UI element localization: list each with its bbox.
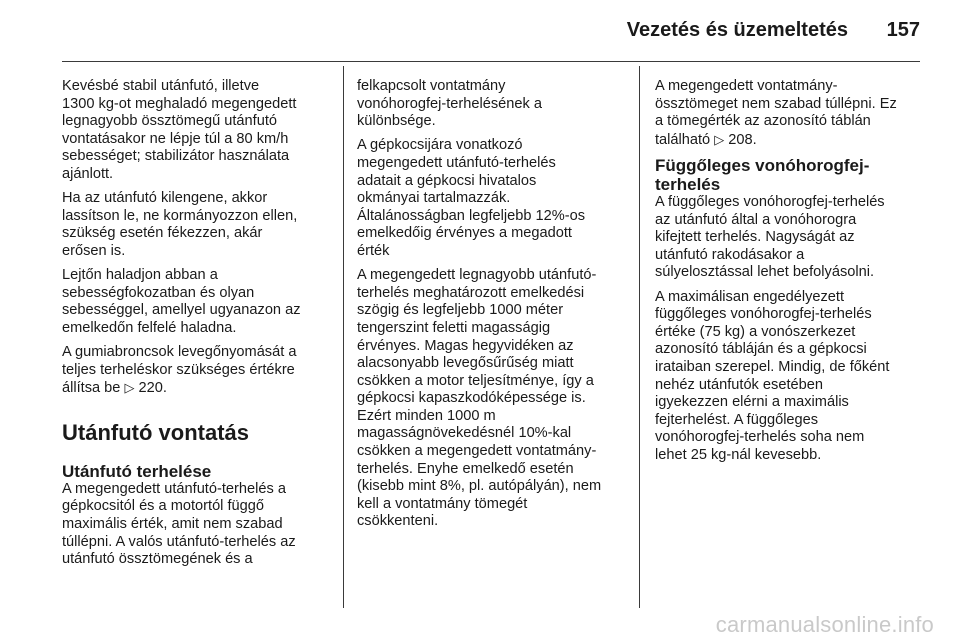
paragraph: Kevésbé stabil utánfutó, illetve 1300 kg-ot meghaladó megengedett legnagyobb össztömegű utánfutó vontatásakor ne lépje túl a 80 km/h sebességet; stabilizátor használata ajánlott. [62, 78, 297, 182]
header-divider [62, 61, 920, 62]
page-reference-icon: ▷ [714, 131, 725, 147]
paragraph-tire-pressure [62, 344, 337, 398]
page-header [0, 0, 960, 62]
section-title: Utánfutó vontatás [62, 419, 249, 445]
paragraph: A maximálisan engedélyezett függőleges vonóhorogfej-terhelés értéke (75 kg) a vonószerkezet azonosító tábláján és a gépkocsi irataiban szerepel. Mindig, de főként nehéz utánfutók esetében igyekezzen elérni a maximális fejterhelést. A függőleges vonóhorogfej-terhelés soha nem lehet 25 kg-nál kevesebb. [655, 288, 890, 463]
watermark: carmanualsonline.info [715, 612, 934, 637]
page-reference-link[interactable]: 220. [138, 380, 167, 397]
paragraph: Lejtőn haladjon abban a sebességfokozatban és olyan sebességgel, amellyel ugyanazon az emelkedőn felfelé haladna. [62, 267, 301, 336]
paragraph-text: A gumiabroncsok levegőnyomását a teljes terheléskor szükséges értékre állítsa be [62, 344, 297, 397]
paragraph: A gépkocsijára vonatkozó megengedett utánfutó-terhelés adatait a gépkocsi hivatalos okmányai tartalmazzák. Általánosságban legfeljebb 12%-os emelkedőig érvényes a megadott érték [357, 137, 585, 259]
page-number: 157 [886, 19, 920, 41]
paragraph: A függőleges vonóhorogfej-terhelés az utánfutó által a vonóhorogra kifejtett terhelés. Nagyságát az utánfutó rakodásakor a súlyelosztással lehet befolyásolni. [655, 193, 885, 281]
column-2 [357, 78, 625, 538]
column-divider-2 [639, 66, 640, 608]
subsection-title: Utánfutó terhelése [62, 461, 212, 481]
subsection-title: Függőleges vonóhorogfej- terhelés [655, 155, 870, 194]
page-reference-icon: ▷ [124, 380, 135, 396]
column-divider-1 [343, 66, 344, 608]
column-1 [62, 78, 337, 575]
page-reference-link[interactable]: 208. [728, 131, 757, 148]
column-3 [655, 78, 930, 471]
paragraph-text: A megengedett vontatmány- össztömeget nem szabad túllépni. Ez a tömegérték az azonosító táblán található [655, 78, 897, 148]
paragraph: A megengedett utánfutó-terhelés a gépkocsitól és a motortól függő maximális érték, amit nem szabad túllépni. A valós utánfutó-terhelés az utánfutó össztömegének és a [62, 480, 296, 568]
paragraph-id-plate [655, 78, 930, 149]
paragraph: Ha az utánfutó kilengene, akkor lassítson le, ne kormányozzon ellen, szükség esetén fékezzen, akár erősen is. [62, 190, 298, 259]
paragraph: A megengedett legnagyobb utánfutó- terhelés meghatározott emelkedési szögig és legfeljebb 1000 méter tengerszint feletti magasságig érvényes. Magas hegyvidéken az alacsonyabb levegősűrűség miatt csökken a motor teljesítménye, így a gépkocsi kapaszkodóképessége is. Ezért minden 1000 m magasságnövekedésnél 10%-kal csökken a megengedett vontatmány- terhelés. Enyhe emelkedő esetén (kisebb mint 8%, pl. autópályán), nem kell a vontatmány tömegét csökkenteni. [357, 267, 602, 530]
paragraph: felkapcsolt vontatmány vonóhorogfej-terhelésének a különbsége. [357, 78, 542, 130]
page-title: Vezetés és üzemeltetés [626, 19, 848, 41]
